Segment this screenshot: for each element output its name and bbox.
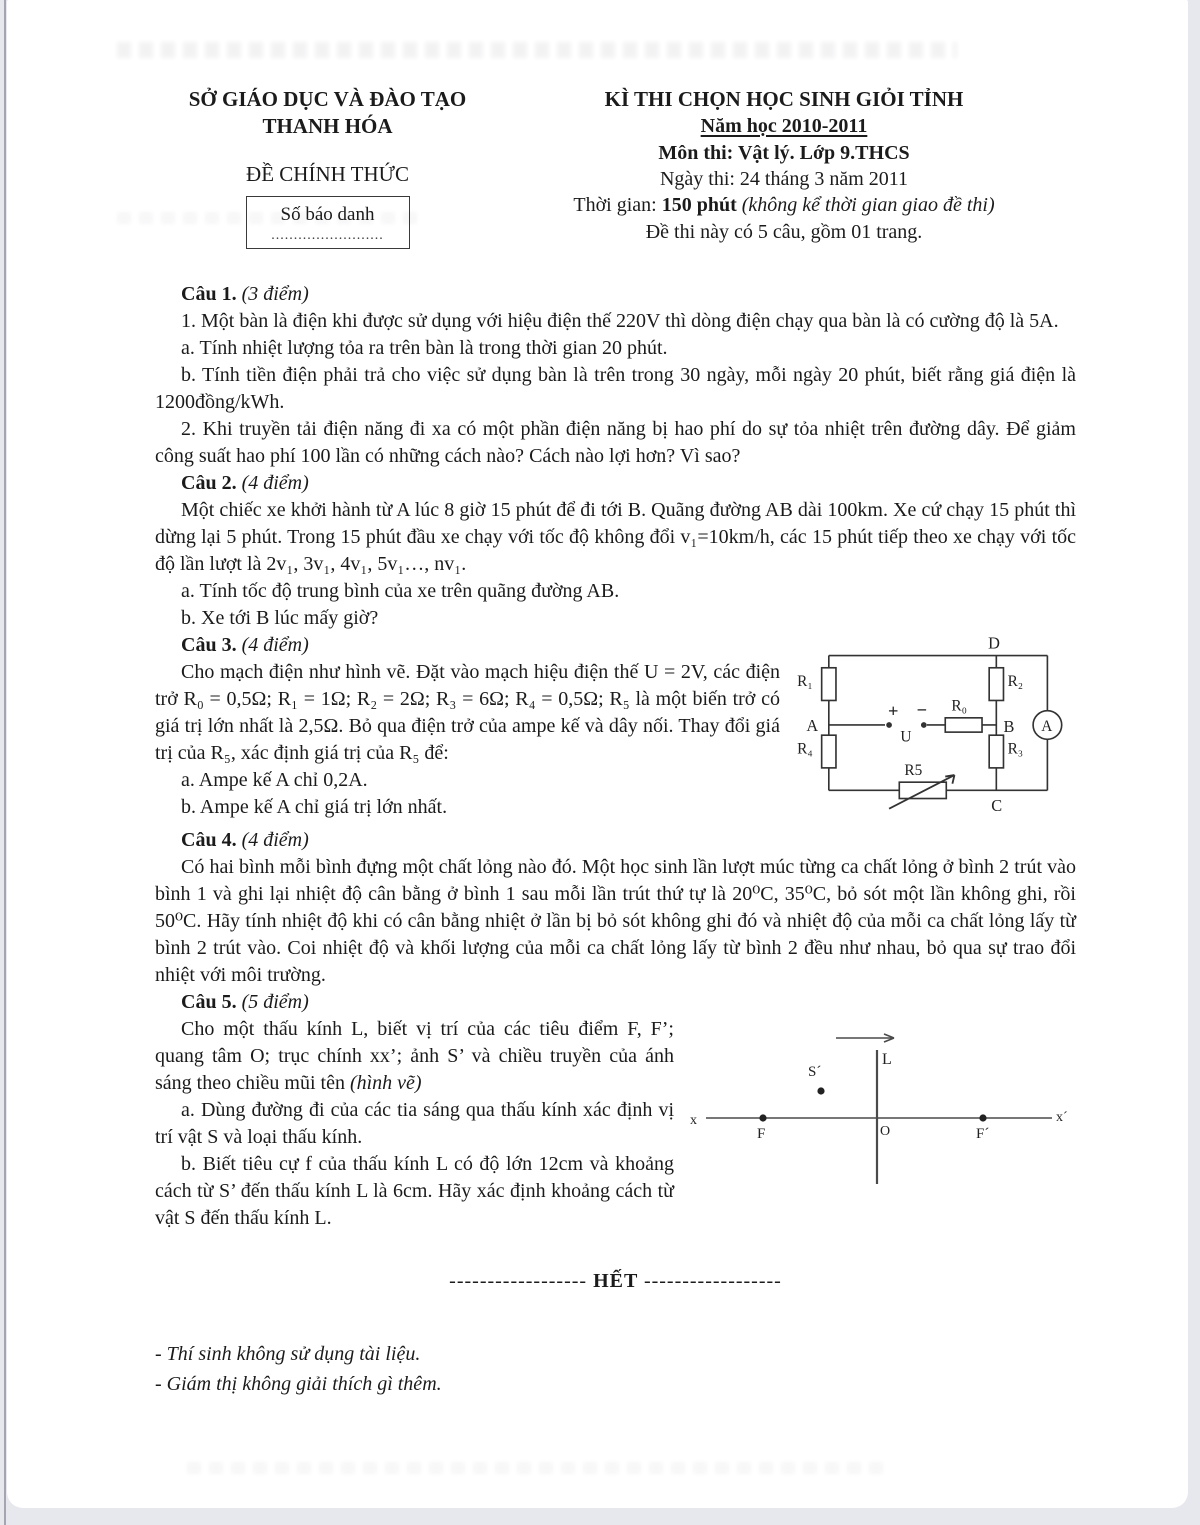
question-text: a. Dùng đường đi của các tia sáng qua thấu kính xác định vị trí vật S và loại thấu kính. bbox=[155, 1099, 674, 1148]
school-year: Năm học 2010-2011 bbox=[700, 115, 868, 137]
resistor-r1-label: R₁ bbox=[797, 673, 813, 691]
question-3-heading: Câu 3. (4 điểm) bbox=[181, 634, 309, 656]
duration-value: 150 phút bbox=[661, 194, 737, 216]
subject-line: Môn thi: Vật lý. Lớp 9.THCS bbox=[658, 142, 910, 164]
question-text: b. Xe tới B lúc mấy giờ? bbox=[181, 607, 379, 629]
question-text: Cho một thấu kính L, biết vị trí của các tiêu điểm F, F’; quang tâm O; trục chính xx’; ảnh S’ và chiều truyền của ánh sáng theo chiều mũi tên (hình vẽ) bbox=[155, 1018, 674, 1094]
bleed-through-artifact bbox=[187, 1462, 887, 1474]
candidate-number-label: Số báo danh bbox=[280, 204, 375, 225]
question-text: Cho mạch điện như hình vẽ. Đặt vào mạch hiệu điện thế U = 2V, các điện trở R₀ = 0,5Ω; R₁ = 1Ω; R₂ = 2Ω; R₃ = 6Ω; R₄ = 0,5Ω; R₅ là một biến trở có giá trị lớn nhất là 2,5Ω. Bỏ qua điện trở của ampe kế và dây nối. Thay đổi giá trị của R₅, xác định giá trị của R₅ để: bbox=[155, 661, 780, 764]
focus-f-label: F bbox=[757, 1126, 766, 1142]
exam-body bbox=[7, 249, 1188, 1295]
axis-xprime-label: x´ bbox=[1056, 1110, 1068, 1125]
footer-note-1: - Thí sinh không sử dụng tài liệu. bbox=[155, 1343, 421, 1365]
question-text: b. Tính tiền điện phải trả cho việc sử dụng bàn là trên trong 30 ngày, mỗi ngày 20 phút, biết rằng giá điện là 1200đồng/kWh. bbox=[155, 364, 1076, 413]
node-c-label: C bbox=[991, 795, 1003, 815]
question-4-heading: Câu 4. (4 điểm) bbox=[181, 829, 309, 851]
ammeter-label: A bbox=[1041, 718, 1053, 736]
resistor-r3-label: R₃ bbox=[1007, 740, 1024, 758]
duration-line: Thời gian: 150 phút (không kể thời gian giao đề thi) bbox=[573, 194, 995, 216]
exam-header bbox=[7, 0, 1188, 249]
issuer-department: SỞ GIÁO DỤC VÀ ĐÀO TẠO bbox=[188, 87, 467, 111]
node-b-label: B bbox=[1003, 717, 1015, 737]
resistor-r5-label: R5 bbox=[904, 762, 923, 780]
page-count-line: Đề thi này có 5 câu, gồm 01 trang. bbox=[645, 221, 923, 243]
node-d-label: D bbox=[988, 635, 1000, 653]
question-3 bbox=[155, 632, 1076, 827]
question-1 bbox=[155, 281, 1076, 470]
footer-note-2: - Giám thị không giải thích gì thêm. bbox=[155, 1373, 442, 1395]
candidate-number-dotted-line: ......................... bbox=[271, 228, 384, 243]
issuer-province: THANH HÓA bbox=[262, 114, 393, 138]
question-text: b. Ampe kế A chỉ giá trị lớn nhất. bbox=[181, 796, 448, 818]
exam-title-block bbox=[500, 86, 1068, 249]
question-5-heading: Câu 5. (5 điểm) bbox=[181, 991, 309, 1013]
question-text: 1. Một bàn là điện khi được sử dụng với hiệu điện thế 220V thì dòng điện chạy qua bàn là có cường độ là 5A. bbox=[181, 310, 1059, 332]
axis-x-label: x bbox=[690, 1113, 697, 1128]
question-text: a. Ampe kế A chỉ 0,2A. bbox=[181, 769, 368, 791]
focus-fprime-label: F´ bbox=[976, 1126, 990, 1142]
question-1-heading: Câu 1. (3 điểm) bbox=[181, 283, 309, 305]
question-text: a. Tính tốc độ trung bình của xe trên quãng đường AB. bbox=[181, 580, 620, 602]
lens-l-label: L bbox=[882, 1051, 892, 1068]
lens-diagram bbox=[684, 1014, 1076, 1204]
question-text: Có hai bình mỗi bình đựng một chất lỏng nào đó. Một học sinh lần lượt múc từng ca chất lỏng ở bình 2 trút vào bình 1 và ghi lại nhiệt độ cân bằng ở bình 1 sau mỗi lần trút thứ tự là 20⁰C, 35⁰C, bỏ sót một lần không ghi, rồi 50⁰C. Hãy tính nhiệt độ khi có cân bằng nhiệt ở lần bị bỏ sót không ghi đó và nhiệt độ của mỗi ca chất lỏng lấy từ bình 2 trút vào. Coi nhiệt độ và khối lượng của mỗi ca chất lỏng lấy từ bình 2 đều như nhau, bỏ qua sự trao đổi nhiệt với môi trường. bbox=[155, 856, 1076, 986]
question-text: a. Tính nhiệt lượng tỏa ra trên bàn là trong thời gian 20 phút. bbox=[181, 337, 668, 359]
question-2 bbox=[155, 470, 1076, 632]
resistor-r0-label: R₀ bbox=[951, 697, 967, 715]
question-2-heading: Câu 2. (4 điểm) bbox=[181, 472, 309, 494]
source-u-label: U bbox=[900, 728, 912, 746]
image-sprime-label: S´ bbox=[808, 1064, 822, 1080]
minus-terminal: − bbox=[916, 699, 928, 720]
exam-title: KÌ THI CHỌN HỌC SINH GIỎI TỈNH bbox=[604, 87, 964, 111]
footer-notes bbox=[155, 1339, 1188, 1399]
question-text: 2. Khi truyền tải điện năng đi xa có một phần điện năng bị hao phí do sự tỏa nhiệt trên đường dây. Để giảm công suất hao phí 100 lần có những cách nào? Cách nào lợi hơn? Vì sao? bbox=[155, 418, 1076, 467]
resistor-r4-label: R₄ bbox=[797, 740, 813, 758]
question-4 bbox=[155, 827, 1076, 989]
question-text: Một chiếc xe khởi hành từ A lúc 8 giờ 15 phút để đi tới B. Quãng đường AB dài 100km. Xe cứ chạy 15 phút thì dừng lại 5 phút. Trong 15 phút đầu xe chạy với tốc độ không đổi v₁=10km/h, các 15 phút tiếp theo xe chạy với tốc độ lần lượt là 2v₁, 3v₁, 4v₁, 5v₁…, nv₁. bbox=[155, 499, 1076, 575]
official-exam-label: ĐỀ CHÍNH THỨC bbox=[246, 162, 409, 186]
end-of-exam-line: ------------------ HẾT ------------------ bbox=[449, 1270, 782, 1292]
plus-terminal: + bbox=[888, 700, 899, 721]
exam-page bbox=[7, 0, 1188, 1508]
node-a-label: A bbox=[806, 716, 819, 736]
issuer-block bbox=[155, 86, 500, 249]
question-5 bbox=[155, 989, 1076, 1232]
candidate-number-box bbox=[246, 196, 410, 249]
exam-date-line: Ngày thi: 24 tháng 3 năm 2011 bbox=[659, 168, 909, 190]
question-text: b. Biết tiêu cự f của thấu kính L có độ lớn 12cm và khoảng cách từ S’ đến thấu kính L là 6cm. Hãy xác định khoảng cách từ vật S đến thấu kính L. bbox=[155, 1153, 674, 1229]
circuit-diagram bbox=[790, 635, 1076, 825]
resistor-r2-label: R₂ bbox=[1007, 673, 1024, 691]
optical-center-o-label: O bbox=[880, 1124, 891, 1139]
end-label: HẾT bbox=[587, 1270, 644, 1292]
